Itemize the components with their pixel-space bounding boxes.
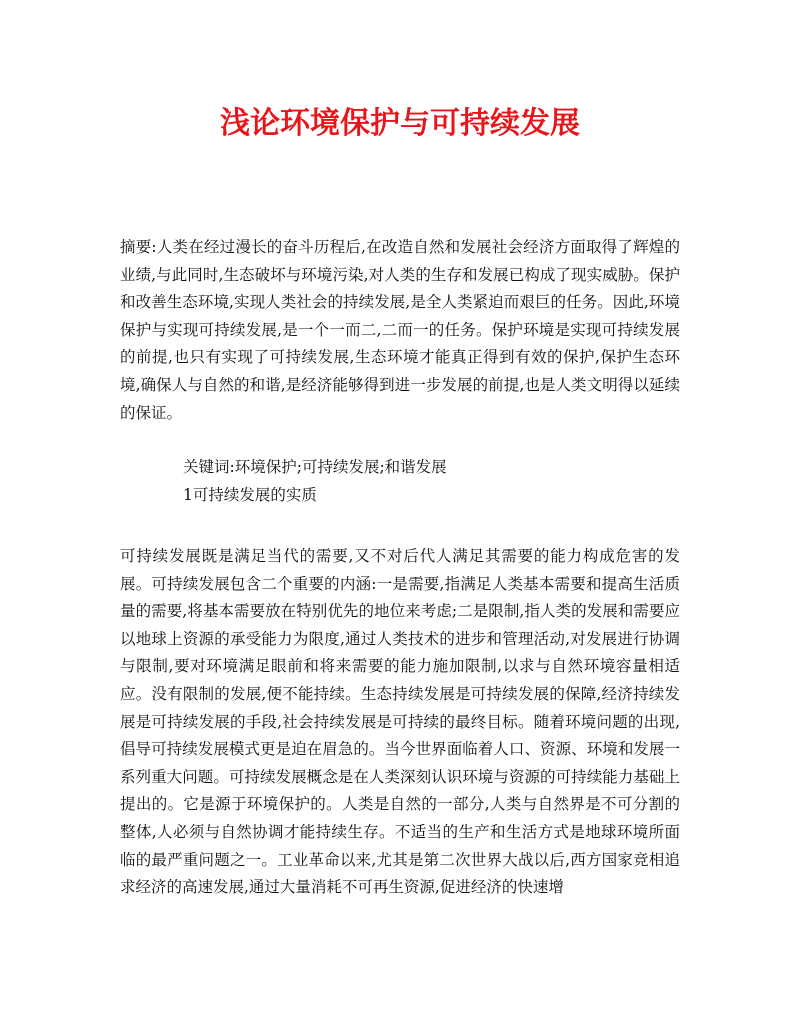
document-title: 浅论环境保护与可持续发展 <box>220 106 580 141</box>
body-paragraph: 可持续发展既是满足当代的需要,又不对后代人满足其需要的能力构成危害的发展。可持续发展包含二个重要的内涵:一是需要,指满足人类基本需要和提高生活质量的需要,将基本需要放在特别优先的地位来考虑;二是限制,指人类的发展和需要应以地球上资源的承受能力为限度,通过人类技术的进步和管理活动,对发展进行协调与限制,要对环境满足眼前和将来需要的能力施加限制,以求与自然环境容量相适应。没有限制的发展,便不能持续。生态持续发展是可持续发展的保障,经济持续发展是可持续发展的手段,社会持续发展是可持续的最终目标。随着环境问题的出现,倡导可持续发展模式更是迫在眉急的。当今世界面临着人口、资源、环境和发展一系列重大问题。可持续发展概念是在人类深刻认识环境与资源的可持续能力基础上提出的。它是源于环境保护的。人类是自然的一部分,人类与自然界是不可分割的整体,人必须与自然协调才能持续生存。不适当的生产和生活方式是地球环境所面临的最严重问题之一。工业革命以来,尤其是第二次世界大战以后,西方国家竞相追求经济的高速发展,通过大量消耗不可再生资源,促进经济的快速增 <box>120 547 680 897</box>
abstract-paragraph: 摘要:人类在经过漫长的奋斗历程后,在改造自然和发展社会经济方面取得了辉煌的业绩,与此同时,生态破坏与环境污染,对人类的生存和发展已构成了现实威胁。保护和改善生态环境,实现人类社会的持续发展,是全人类紧迫而艰巨的任务。因此,环境保护与实现可持续发展,是一个一而二,二而一的任务。保护环境是实现可持续发展的前提,也只有实现了可持续发展,生态环境才能真正得到有效的保护,保护生态环境,确保人与自然的和谐,是经济能够得到进一步发展的前提,也是人类文明得以延续的保证。 <box>120 238 680 422</box>
section-heading: 1可持续发展的实质 <box>183 486 317 504</box>
keywords-line: 关键词:环境保护;可持续发展;和谐发展 <box>183 458 447 476</box>
